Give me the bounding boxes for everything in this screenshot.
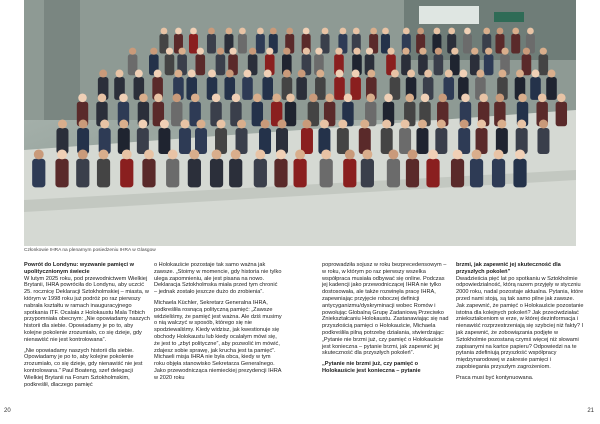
person-figure bbox=[320, 159, 333, 188]
person-figure bbox=[285, 102, 296, 127]
person-figure bbox=[546, 77, 557, 100]
person-head bbox=[303, 48, 310, 55]
person-head bbox=[99, 70, 107, 78]
person-head bbox=[464, 28, 471, 35]
person-head bbox=[345, 149, 355, 159]
person-figure bbox=[492, 159, 505, 188]
person-head bbox=[539, 120, 548, 129]
person-figure bbox=[294, 159, 307, 188]
person-figure bbox=[238, 34, 247, 54]
person-figure bbox=[434, 54, 444, 75]
person-figure bbox=[216, 54, 226, 75]
person-head bbox=[197, 120, 206, 129]
person-head bbox=[231, 149, 241, 159]
person-head bbox=[344, 94, 353, 103]
person-head bbox=[309, 94, 318, 103]
person-head bbox=[188, 70, 196, 78]
person-figure bbox=[296, 77, 307, 100]
person-head bbox=[459, 70, 467, 78]
person-figure bbox=[511, 34, 520, 54]
person-head bbox=[483, 28, 490, 35]
person-head bbox=[366, 94, 375, 103]
person-figure bbox=[416, 128, 428, 154]
person-head bbox=[557, 94, 566, 103]
person-head bbox=[316, 70, 324, 78]
person-head bbox=[325, 94, 334, 103]
person-head bbox=[453, 149, 463, 159]
person-head bbox=[197, 48, 204, 55]
person-head bbox=[217, 48, 224, 55]
person-figure bbox=[387, 159, 400, 188]
person-head bbox=[150, 48, 157, 55]
person-figure bbox=[254, 159, 267, 188]
person-head bbox=[408, 149, 418, 159]
person-head bbox=[303, 28, 310, 35]
person-head bbox=[175, 28, 182, 35]
person-head bbox=[384, 94, 393, 103]
person-figure bbox=[334, 77, 345, 100]
person-head bbox=[135, 70, 143, 78]
person-figure bbox=[458, 128, 470, 154]
text-column-1 bbox=[24, 262, 152, 392]
person-head bbox=[403, 28, 410, 35]
person-head bbox=[448, 28, 455, 35]
person-head bbox=[367, 70, 375, 78]
text-column-3 bbox=[322, 262, 450, 379]
person-head bbox=[477, 120, 486, 129]
person-head bbox=[283, 70, 291, 78]
person-head bbox=[419, 48, 426, 55]
person-figure bbox=[188, 159, 201, 188]
person-head bbox=[208, 28, 215, 35]
person-head bbox=[451, 48, 458, 55]
person-head bbox=[485, 48, 492, 55]
page-number-left: 20 bbox=[4, 408, 11, 414]
paragraph: poprowadziła sojusz w roku bezprecedensowym – w roku, w którym po raz pierwszy wszelka współpraca musiała odbywać się online. Podczas jej kadencji jako przewodniczącej IHRA nie tylko dostosowała, ale także rozwinęła pracę IHRA, zapewniając przyjęcie roboczej definicji antycyganizmu/dyskryminacji wobec Romów i powołując Globalną Grupę Zadaniową Przeciwko Zniekształcaniu Holokaustu. Zastanawiając się nad przyszłością pamięci o Holokauście, Michaela podkreśliła pilną potrzebę działania, stwierdzając: „Pytanie nie brzmi już, czy pamięć o Holokauście jest konieczna – pytanie brzmi, jak zapewnić jej skuteczność dla przyszłych pokoleń”. bbox=[322, 262, 449, 357]
person-head bbox=[471, 48, 478, 55]
person-head bbox=[116, 70, 124, 78]
person-head bbox=[217, 120, 226, 129]
person-head bbox=[497, 28, 504, 35]
person-figure bbox=[76, 159, 89, 188]
person-head bbox=[370, 28, 377, 35]
person-head bbox=[168, 149, 178, 159]
person-head bbox=[428, 149, 438, 159]
person-head bbox=[523, 48, 530, 55]
page-number-right: 21 bbox=[587, 408, 594, 414]
person-figure bbox=[189, 34, 198, 54]
group-photo bbox=[24, 0, 576, 246]
person-head bbox=[407, 70, 415, 78]
person-head bbox=[302, 120, 311, 129]
person-figure bbox=[337, 128, 349, 154]
person-head bbox=[517, 120, 526, 129]
person-head bbox=[538, 94, 547, 103]
person-head bbox=[154, 70, 162, 78]
person-head bbox=[435, 48, 442, 55]
person-head bbox=[266, 48, 273, 55]
person-head bbox=[239, 28, 246, 35]
person-figure bbox=[262, 77, 273, 100]
person-head bbox=[352, 70, 360, 78]
person-figure bbox=[97, 159, 110, 188]
person-figure bbox=[513, 159, 526, 188]
person-head bbox=[338, 120, 347, 129]
person-figure bbox=[55, 159, 68, 188]
person-head bbox=[515, 149, 525, 159]
person-head bbox=[479, 94, 488, 103]
person-figure bbox=[229, 159, 242, 188]
person-head bbox=[34, 149, 44, 159]
person-figure bbox=[166, 159, 179, 188]
person-head bbox=[255, 149, 265, 159]
person-head bbox=[286, 94, 295, 103]
person-head bbox=[424, 70, 432, 78]
person-head bbox=[340, 28, 347, 35]
section-heading: Powrót do Londynu: wyzwanie pamięci w upolitycznionym świecie bbox=[24, 262, 135, 275]
pull-quote-continued: brzmi, jak zapewnić jej skuteczność dla przyszłych pokoleń” bbox=[456, 262, 561, 275]
person-head bbox=[362, 149, 372, 159]
person-figure bbox=[426, 159, 439, 188]
person-head bbox=[286, 28, 293, 35]
person-head bbox=[401, 120, 410, 129]
paragraph: Dwadzieścia pięć lat po spotkaniu w Sztokholmie odpowiedzialność, którą razem przyjęły w styczniu 2000 roku, nadal pozostaje aktualna. Pytania, które przed nami stoją, są tak samo pilne jak zawsze. Jak zapewnić, że pamięć o Holokauście pozostanie istotna dla kolejnych pokoleń? Jak przeciwdziałać zniekształceniom w erze, w której dezinformacja i nienawiść rozprzestrzeniają się szybciej niż fakty? I jak zapewnić, że zobowiązania podjęte w Sztokholmie pozostaną czymś więcej niż słowami zapisanymi na kartce papieru? Odpowiedzi na te pytania zdefiniują przyszłość współpracy międzynarodowej w zakresie pamięci i zapobiegania przyszłym zagrożeniom. bbox=[456, 275, 584, 370]
person-head bbox=[335, 48, 342, 55]
person-figure bbox=[301, 128, 313, 154]
person-head bbox=[253, 94, 262, 103]
person-head bbox=[497, 120, 506, 129]
person-head bbox=[174, 70, 182, 78]
person-head bbox=[226, 70, 234, 78]
person-head bbox=[119, 120, 128, 129]
person-figure bbox=[484, 54, 494, 75]
person-head bbox=[382, 28, 389, 35]
person-head bbox=[518, 94, 527, 103]
person-head bbox=[154, 94, 163, 103]
person-head bbox=[237, 120, 246, 129]
person-head bbox=[58, 120, 67, 129]
person-head bbox=[472, 149, 482, 159]
person-head bbox=[160, 120, 169, 129]
person-head bbox=[229, 48, 236, 55]
person-figure bbox=[381, 128, 393, 154]
person-figure bbox=[120, 159, 133, 188]
person-figure bbox=[179, 128, 191, 154]
person-head bbox=[138, 120, 147, 129]
person-figure bbox=[207, 34, 216, 54]
person-head bbox=[387, 48, 394, 55]
paragraph: Michaela Küchler, Sekretarz Generalna IHRA, podkreśliła rosnącą polityczną pamięć: „Zawsze widzieliśmy, że pamięć jest ważna. Ale dziś musimy o nią walczyć w sposób, którego się nie spodziewaliśmy. Kiedy widzisz, jak kwestionuje się obchody Holokaustu lub kiedy ocalałym mówi się, że jest to „zbyt polityczne”, aby pozwolić im mówić, zdajesz sobie sprawę, jak krucha jest ta pamięć”. Michaeli misja IHRA nie była obca, kiedy w tym roku objęła stanowisko Sekretarza Generalnego. Jako przewodnicząca niemieckiej prezydencji IHRA w 2020 roku bbox=[154, 299, 282, 381]
person-head bbox=[208, 70, 216, 78]
person-head bbox=[437, 120, 446, 129]
person-head bbox=[79, 120, 88, 129]
person-head bbox=[57, 149, 67, 159]
person-figure bbox=[256, 34, 265, 54]
person-head bbox=[249, 48, 256, 55]
person-head bbox=[166, 48, 173, 55]
person-head bbox=[496, 94, 505, 103]
person-figure bbox=[32, 159, 45, 188]
person-head bbox=[212, 149, 222, 159]
person-head bbox=[445, 70, 453, 78]
person-head bbox=[298, 70, 306, 78]
person-figure bbox=[463, 34, 472, 54]
person-head bbox=[264, 70, 272, 78]
person-head bbox=[139, 94, 148, 103]
person-head bbox=[226, 28, 233, 35]
person-figure bbox=[195, 54, 205, 75]
person-head bbox=[98, 94, 107, 103]
text-column-2 bbox=[154, 262, 282, 386]
person-head bbox=[391, 70, 399, 78]
person-head bbox=[421, 94, 430, 103]
person-figure bbox=[210, 159, 223, 188]
person-head bbox=[320, 120, 329, 129]
pull-quote: „Pytanie nie brzmi już, czy pamięć o Holokauście jest konieczna – pytanie bbox=[322, 361, 421, 374]
person-head bbox=[179, 48, 186, 55]
photo-caption: Członkowie IHRA na plenarnym posiedzeniu IHRA w Glasgow bbox=[24, 248, 156, 253]
text-column-4 bbox=[456, 262, 584, 386]
person-figure bbox=[406, 159, 419, 188]
person-figure bbox=[399, 128, 411, 154]
person-head bbox=[172, 94, 181, 103]
person-head bbox=[161, 28, 168, 35]
person-figure bbox=[539, 54, 549, 75]
person-head bbox=[461, 94, 470, 103]
person-head bbox=[353, 48, 360, 55]
person-head bbox=[336, 70, 344, 78]
person-figure bbox=[158, 128, 170, 154]
person-figure bbox=[361, 159, 374, 188]
person-head bbox=[476, 70, 484, 78]
person-head bbox=[360, 120, 369, 129]
paragraph: W lutym 2025 roku, pod przewodnictwem Wielkiej Brytanii, IHRA powróciła do Londynu, aby uczcić 25. rocznicę Deklaracji Sztokholmskiej – miasta, w którym w 1998 roku już podróż po raz pierwszy nabrała kształtu w ramach inauguracyjnego spotkania ITF. Ocalała z Holokaustu Mala Tribich przypomniała obecnym: „Nie opowiadamy naszych historii dla siebie. Opowiadamy je po to, aby kolejne pokolenie zrozumiało, co się dzieje, gdy nienawiść nie jest kontrolowana”. bbox=[24, 275, 150, 343]
person-head bbox=[532, 70, 540, 78]
person-head bbox=[460, 120, 469, 129]
person-head bbox=[257, 28, 264, 35]
person-head bbox=[276, 149, 286, 159]
person-figure bbox=[142, 159, 155, 188]
person-figure bbox=[343, 159, 356, 188]
person-head bbox=[405, 94, 414, 103]
person-figure bbox=[470, 159, 483, 188]
person-head bbox=[501, 48, 508, 55]
person-head bbox=[212, 94, 221, 103]
person-head bbox=[548, 70, 556, 78]
person-head bbox=[190, 28, 197, 35]
person-head bbox=[272, 94, 281, 103]
person-head bbox=[99, 149, 109, 159]
group-photo-illustration bbox=[24, 0, 576, 246]
person-figure bbox=[435, 128, 447, 154]
person-head bbox=[498, 70, 506, 78]
person-figure bbox=[556, 102, 567, 127]
person-head bbox=[516, 70, 524, 78]
person-head bbox=[494, 149, 504, 159]
person-head bbox=[144, 149, 154, 159]
person-head bbox=[129, 48, 136, 55]
person-head bbox=[270, 28, 277, 35]
person-head bbox=[417, 28, 424, 35]
person-head bbox=[382, 120, 391, 129]
person-head bbox=[434, 28, 441, 35]
person-head bbox=[78, 149, 88, 159]
person-figure bbox=[165, 54, 175, 75]
person-head bbox=[119, 94, 128, 103]
person-head bbox=[278, 120, 287, 129]
person-head bbox=[180, 120, 189, 129]
person-head bbox=[540, 48, 547, 55]
person-head bbox=[322, 28, 329, 35]
person-head bbox=[191, 94, 200, 103]
paragraph: „Nie opowiadamy naszych historii dla siebie. Opowiadamy je po to, aby kolejne pokolenie zrozumiało, co się dzieje, gdy nienawiść nie jest kontrolowana.” Paul Boateng, szef delegacji Wielkiej Brytanii na Forum Sztokholmskim, podkreślił, dlaczego pamięć bbox=[24, 347, 143, 388]
person-head bbox=[512, 28, 519, 35]
person-figure bbox=[451, 159, 464, 188]
person-head bbox=[122, 149, 132, 159]
person-head bbox=[244, 70, 252, 78]
person-head bbox=[283, 48, 290, 55]
person-head bbox=[295, 149, 305, 159]
person-head bbox=[402, 48, 409, 55]
paragraph: Praca musi być kontynuowana. bbox=[456, 374, 534, 381]
paragraph: o Holokauście pozostaje tak samo ważna jak zawsze. „Stoimy w momencie, gdy historia nie tylko ulega zapomnieniu, ale jest pisana na nowo. Deklaracja Sztokholmska miała przed tym chronić – jednak zostało jeszcze dużo do zrobienia”. bbox=[154, 262, 282, 296]
person-head bbox=[438, 94, 447, 103]
person-head bbox=[527, 28, 534, 35]
person-figure bbox=[537, 128, 549, 154]
person-head bbox=[78, 94, 87, 103]
person-head bbox=[321, 149, 331, 159]
person-head bbox=[366, 48, 373, 55]
person-head bbox=[100, 120, 109, 129]
person-head bbox=[418, 120, 427, 129]
person-head bbox=[189, 149, 199, 159]
person-figure bbox=[242, 77, 253, 100]
person-head bbox=[388, 149, 398, 159]
person-head bbox=[353, 28, 360, 35]
person-head bbox=[261, 120, 270, 129]
person-head bbox=[232, 94, 241, 103]
person-figure bbox=[274, 159, 287, 188]
person-head bbox=[315, 48, 322, 55]
